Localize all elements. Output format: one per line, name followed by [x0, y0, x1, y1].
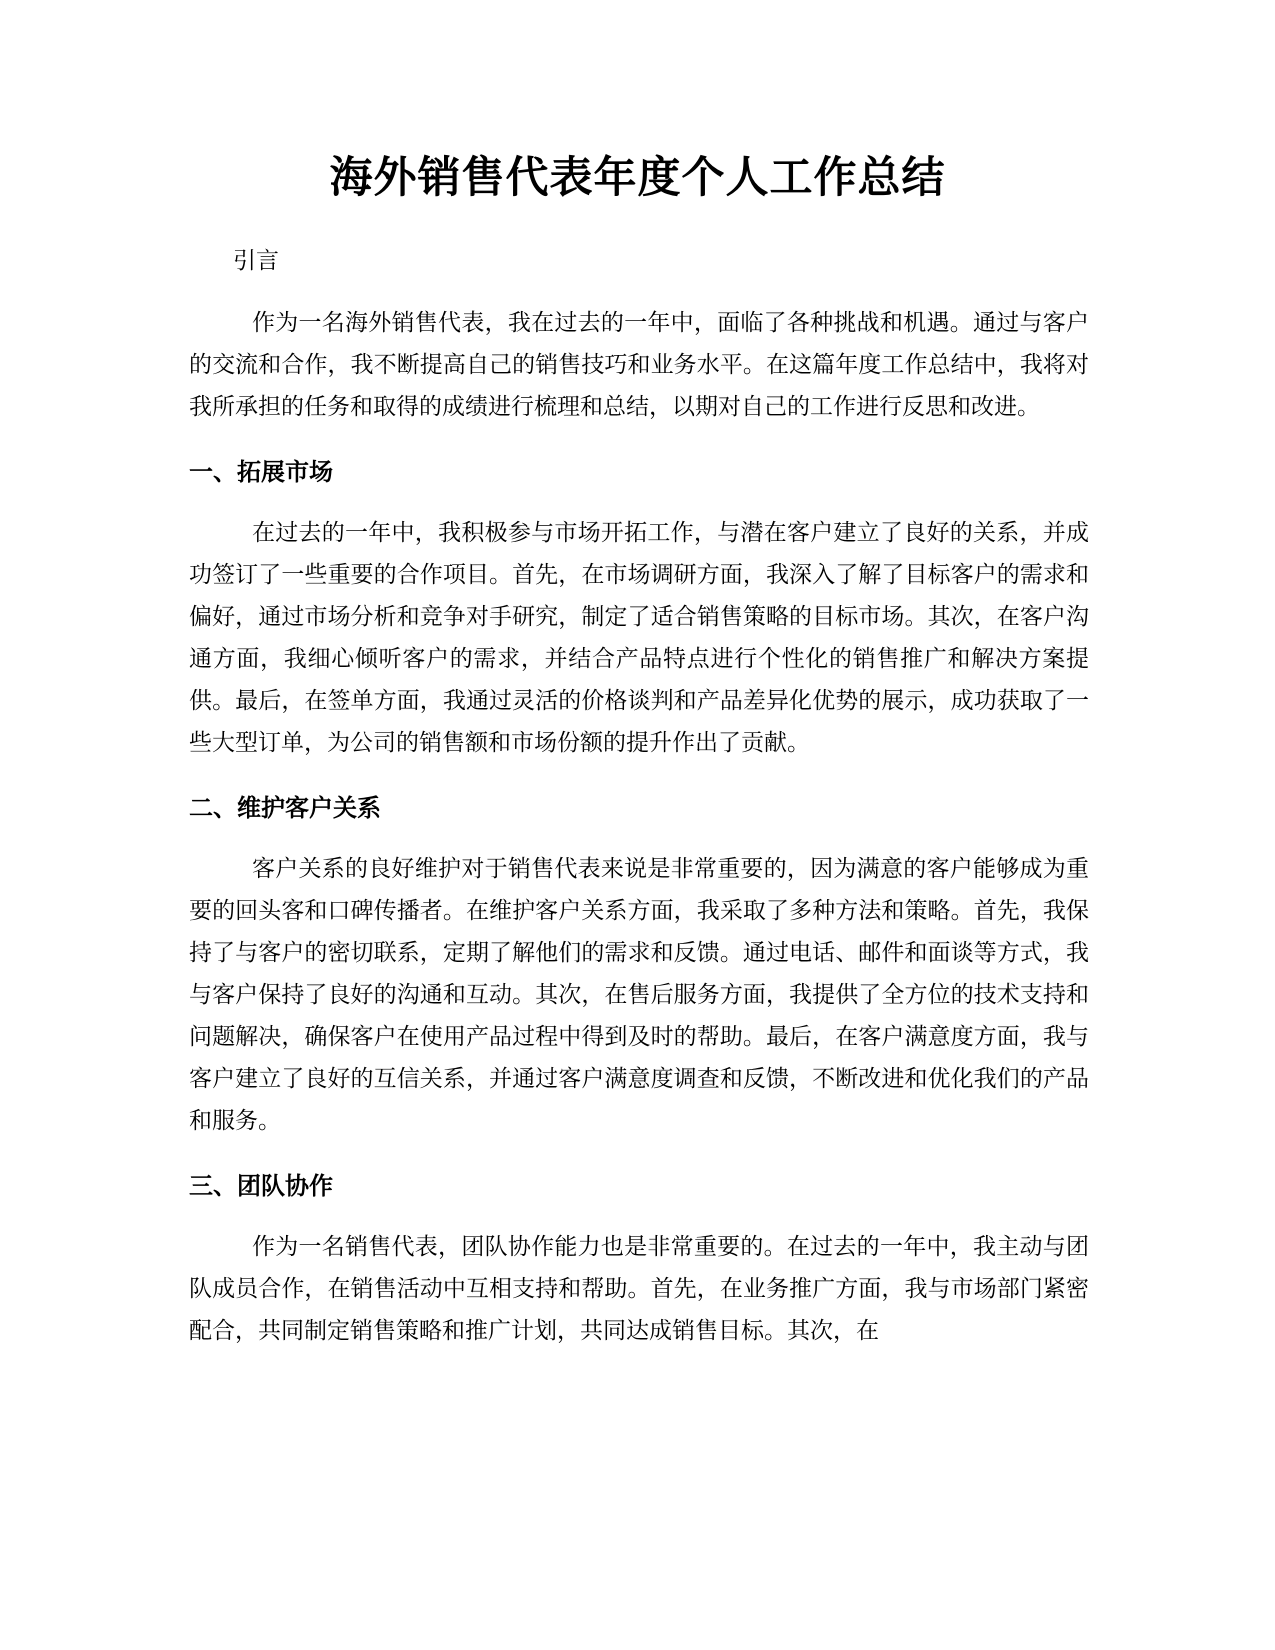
intro-paragraph: 作为一名海外销售代表，我在过去的一年中，面临了各种挑战和机遇。通过与客户的交流和合作，我不断提高自己的销售技巧和业务水平。在这篇年度工作总结中，我将对我所承担的任务和取得的成绩进行梳理和总结，以期对自己的工作进行反思和改进。 — [189, 310, 1089, 420]
section-paragraph-customer-relations: 客户关系的良好维护对于销售代表来说是非常重要的，因为满意的客户能够成为重要的回头客和口碑传播者。在维护客户关系方面，我采取了多种方法和策略。首先，我保持了与客户的密切联系，定期了解他们的需求和反馈。通过电话、邮件和面谈等方式，我与客户保持了良好的沟通和互动。其次，在售后服务方面，我提供了全方位的技术支持和问题解决，确保客户在使用产品过程中得到及时的帮助。最后，在客户满意度方面，我与客户建立了良好的互信关系，并通过客户满意度调查和反馈，不断改进和优化我们的产品和服务。 — [189, 856, 1089, 1134]
section-heading-teamwork: 三、团队协作 — [189, 1172, 333, 1200]
document-body — [189, 240, 1089, 1352]
section-heading-customer-relations: 二、维护客户关系 — [189, 794, 381, 822]
document-title: 海外销售代表年度个人工作总结 — [329, 153, 946, 203]
section-heading-market: 一、拓展市场 — [189, 458, 333, 486]
intro-label: 引言 — [233, 248, 279, 274]
section-paragraph-market: 在过去的一年中，我积极参与市场开拓工作，与潜在客户建立了良好的关系，并成功签订了一些重要的合作项目。首先，在市场调研方面，我深入了解了目标客户的需求和偏好，通过市场分析和竞争对手研究，制定了适合销售策略的目标市场。其次，在客户沟通方面，我细心倾听客户的需求，并结合产品特点进行个性化的销售推广和解决方案提供。最后，在签单方面，我通过灵活的价格谈判和产品差异化优势的展示，成功获取了一些大型订单，为公司的销售额和市场份额的提升作出了贡献。 — [189, 520, 1089, 756]
section-paragraph-teamwork: 作为一名销售代表，团队协作能力也是非常重要的。在过去的一年中，我主动与团队成员合作，在销售活动中互相支持和帮助。首先，在业务推广方面，我与市场部门紧密配合，共同制定销售策略和推广计划，共同达成销售目标。其次，在 — [189, 1234, 1089, 1344]
